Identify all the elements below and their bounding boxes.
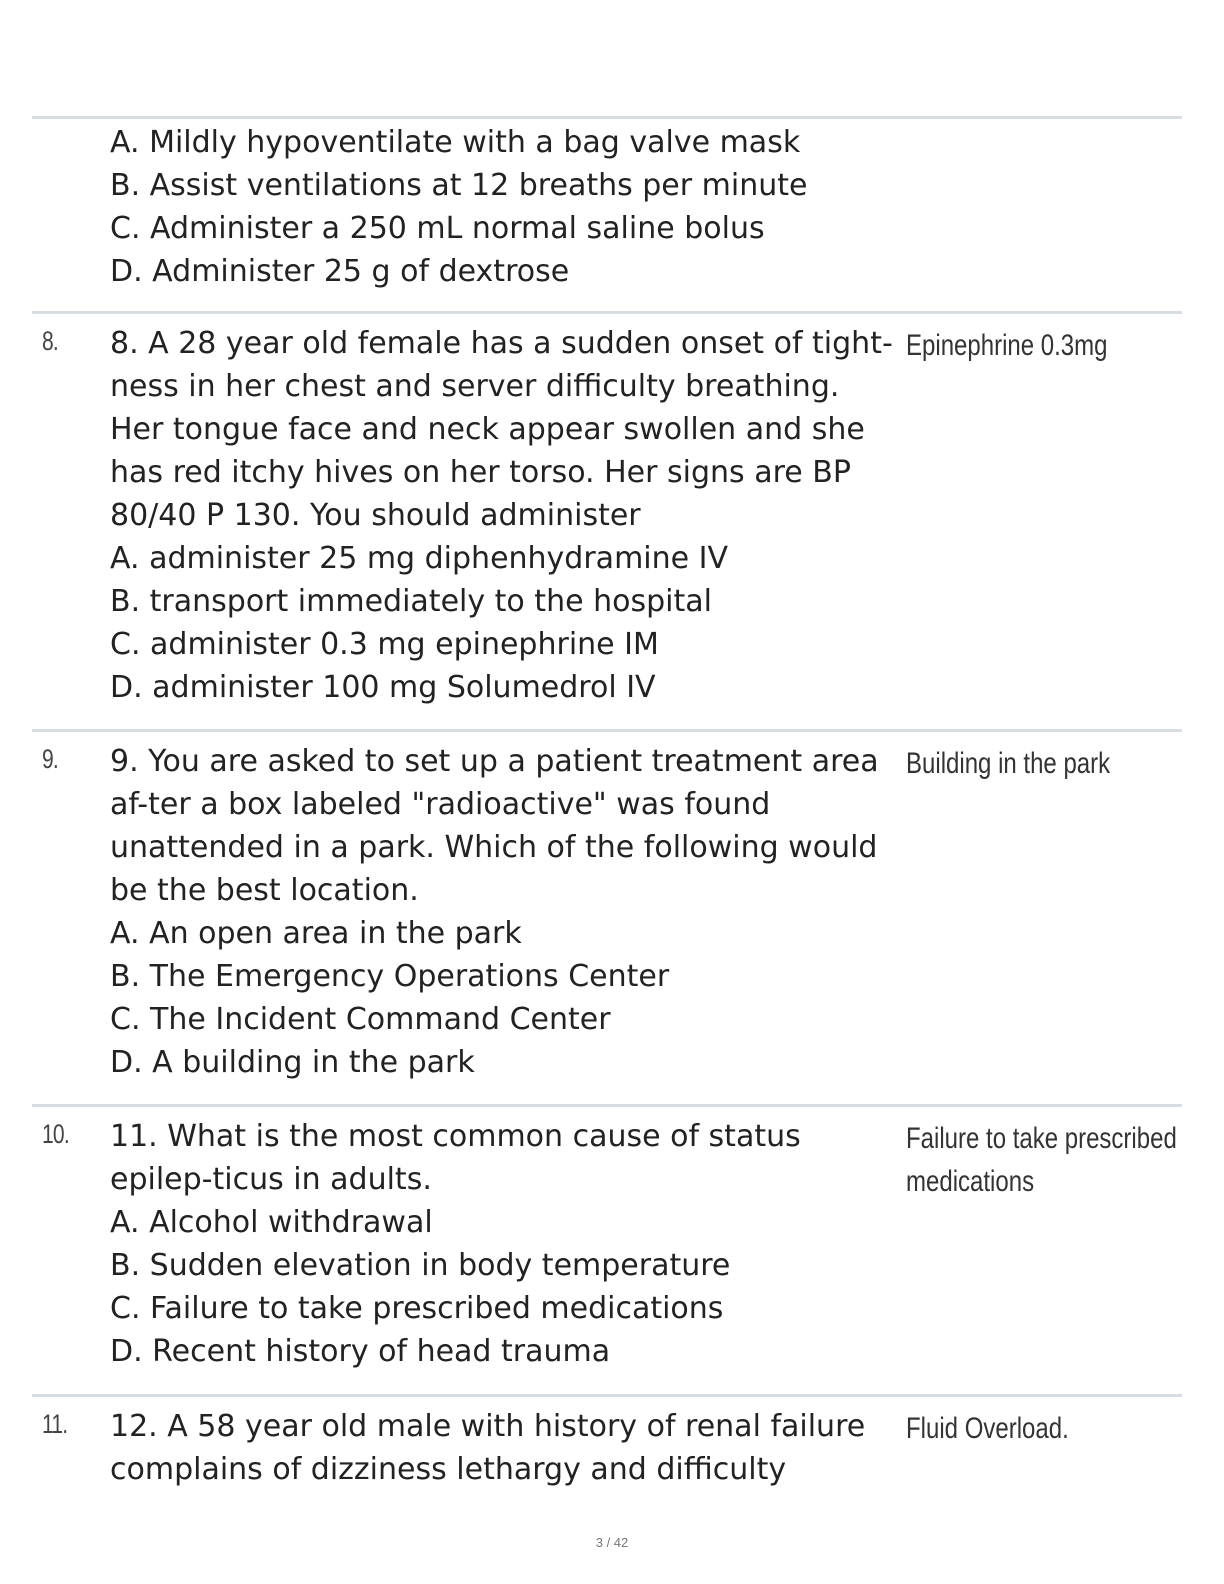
option-d: D. Recent history of head trauma [110, 1334, 611, 1369]
question-text: 9. You are asked to set up a patient treatment area af-ter a box labeled "radioactive" was found unattended in a park. Which of the following would be the best location. [110, 744, 879, 908]
page-indicator: 3 / 42 [595, 1535, 629, 1550]
question-text: 8. A 28 year old female has a sudden onset of tight-ness in her chest and server difficulty breathing. Her tongue face and neck appear swollen and she has red itchy hives on her torso. Her signs are BP 80/40 P 130. You should administer [110, 326, 893, 533]
option-c: C. Administer a 250 mL normal saline bolus [110, 211, 765, 246]
answer-text: Failure to take prescribed medications [906, 1122, 1177, 1198]
question-block [110, 1115, 900, 1373]
card-number: 11. [42, 1409, 68, 1439]
card-row [32, 1104, 1182, 1394]
option-b: B. Assist ventilations at 12 breaths per minute [110, 168, 808, 203]
question-block [110, 1405, 900, 1491]
answer-text: Fluid Overload. [906, 1412, 1069, 1445]
option-b: B. Sudden elevation in body temperature [110, 1248, 731, 1283]
question-text: 11. What is the most common cause of status epilep-ticus in adults. [110, 1119, 801, 1197]
flashcard-list [32, 116, 1182, 1507]
option-a: A. Mildly hypoventilate with a bag valve mask [110, 125, 801, 160]
card-number: 8. [42, 326, 59, 356]
answer-options [110, 537, 900, 709]
option-d: D. administer 100 mg Solumedrol IV [110, 670, 656, 705]
option-b: B. transport immediately to the hospital [110, 584, 712, 619]
card-row [32, 311, 1182, 729]
option-d: D. Administer 25 g of dextrose [110, 254, 570, 289]
option-c: C. administer 0.3 mg epinephrine IM [110, 627, 659, 662]
card-row [32, 116, 1182, 311]
question-block [110, 121, 900, 293]
option-c: C. Failure to take prescribed medications [110, 1291, 724, 1326]
option-a: A. An open area in the park [110, 916, 522, 951]
option-d: D. A building in the park [110, 1045, 475, 1080]
card-row [32, 729, 1182, 1104]
answer-text: Epinephrine 0.3mg [906, 329, 1108, 362]
card-number: 9. [42, 744, 59, 774]
answer-options [110, 121, 900, 293]
card-number: 10. [42, 1119, 69, 1149]
option-c: C. The Incident Command Center [110, 1002, 611, 1037]
option-b: B. The Emergency Operations Center [110, 959, 670, 994]
answer-options [110, 912, 900, 1084]
answer-options [110, 1201, 900, 1373]
question-block [110, 322, 900, 709]
option-a: A. Alcohol withdrawal [110, 1205, 433, 1240]
question-block [110, 740, 900, 1084]
card-row [32, 1394, 1182, 1507]
question-text: 12. A 58 year old male with history of renal failure complains of dizziness lethargy and difficulty [110, 1409, 866, 1487]
option-a: A. administer 25 mg diphenhydramine IV [110, 541, 729, 576]
answer-text: Building in the park [906, 747, 1111, 780]
